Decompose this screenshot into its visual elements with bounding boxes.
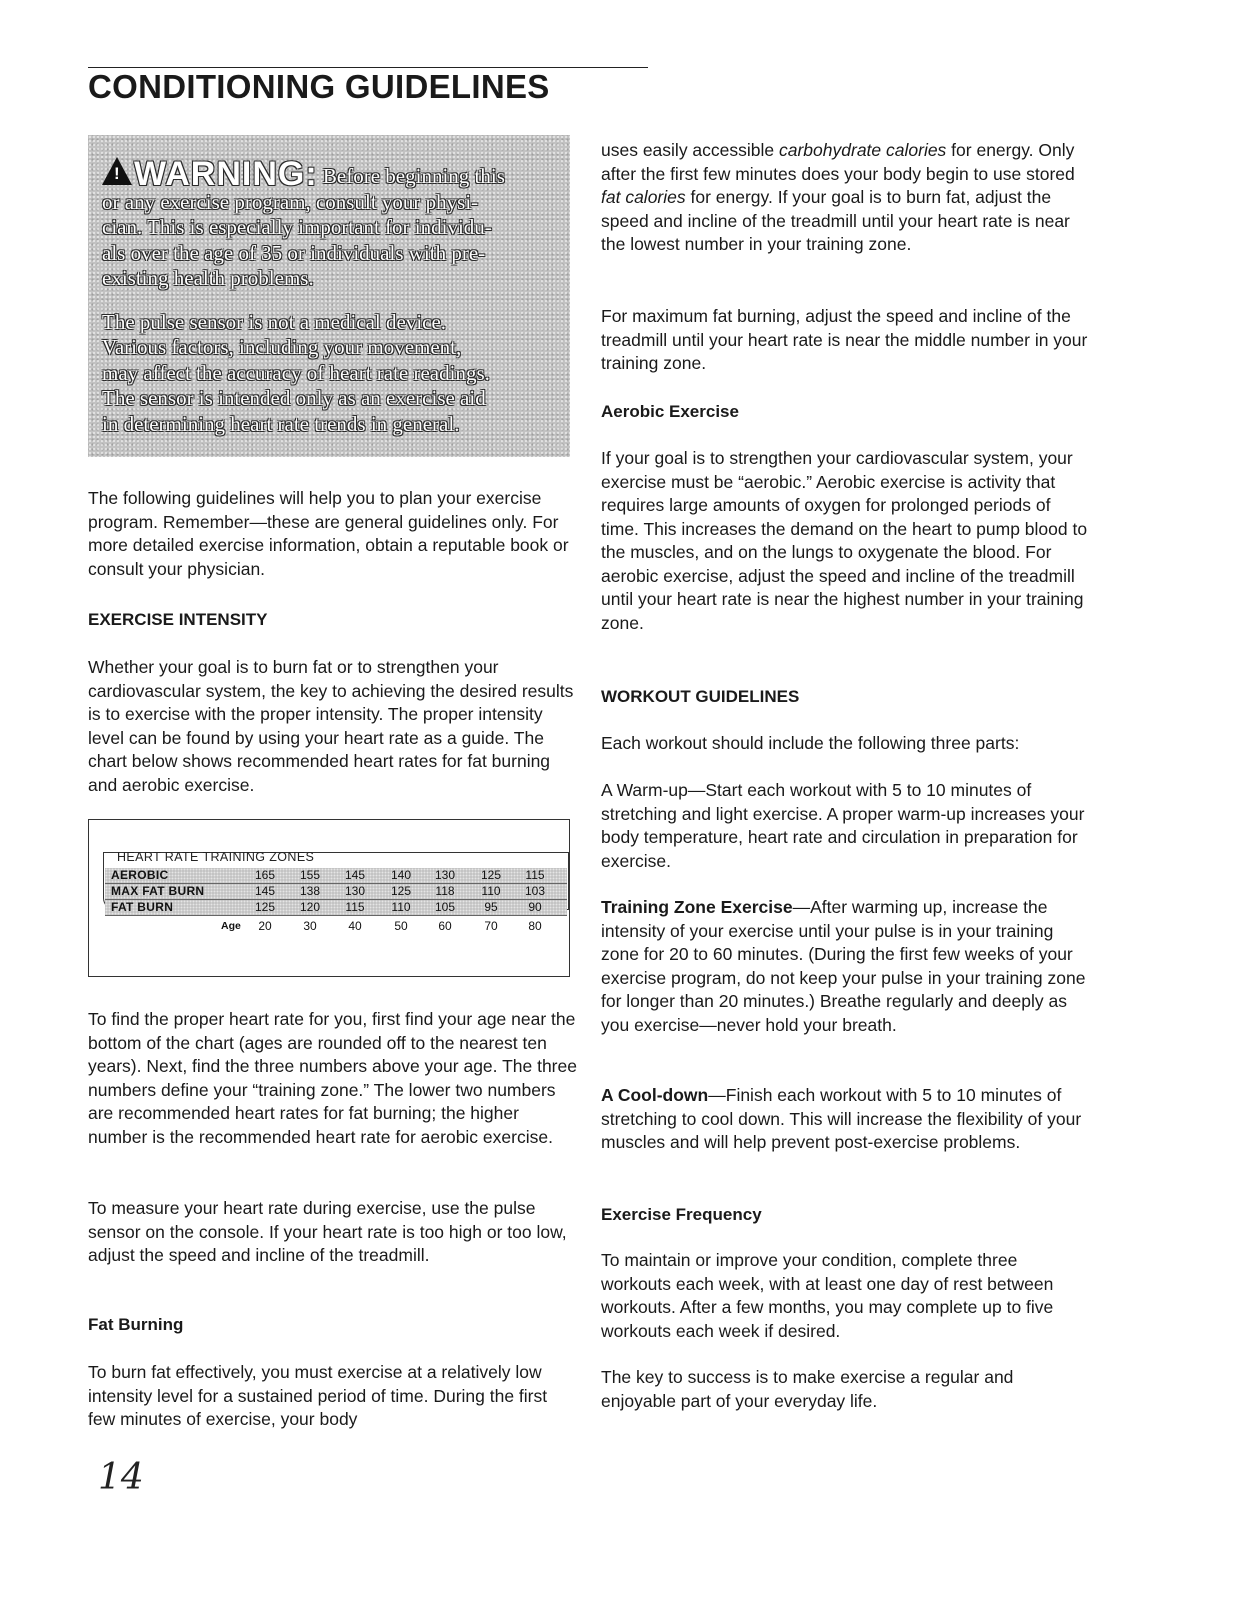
text-span: —After warming up, increase the intensity of your exercise until your pulse is in your training zone for 20 to 60 minutes. (During the first few weeks of your exercise program, do not keep your pulse in your training zone for longer than 20 minutes.) Breathe regularly and deeply as you exercise—never hold your breath. bbox=[601, 897, 1086, 1035]
cool-down-paragraph bbox=[601, 1084, 1091, 1155]
warning-line: may affect the accuracy of heart rate readings. bbox=[102, 360, 490, 385]
chart-age-row bbox=[105, 919, 567, 934]
warm-up-lead: A Warm-up bbox=[601, 780, 688, 800]
warning-line: The pulse sensor is not a medical device. bbox=[102, 309, 447, 334]
page-title: CONDITIONING GUIDELINES bbox=[88, 68, 550, 105]
warning-line: The sensor is intended only as an exercise aid bbox=[102, 386, 486, 410]
warning-line: in determining heart rate trends in general. bbox=[102, 411, 460, 436]
chart-cell: 125 bbox=[480, 868, 502, 882]
chart-age-tick: 20 bbox=[258, 919, 272, 933]
chart-row-label: AEROBIC bbox=[111, 868, 169, 882]
chart-cell: 105 bbox=[434, 900, 456, 914]
text-span: uses easily accessible bbox=[601, 140, 779, 160]
chart-cell: 145 bbox=[254, 884, 276, 898]
warning-line: als over the age of 35 or individuals with pre- bbox=[102, 240, 486, 265]
closing-paragraph: The key to success is to make exercise a regular and enjoyable part of your everyday life. bbox=[601, 1367, 1014, 1411]
chart-row-fat-burn bbox=[105, 900, 567, 916]
chart-age-tick: 60 bbox=[438, 919, 452, 933]
chart-age-tick: 70 bbox=[484, 919, 498, 933]
text-span: —Finish each workout with 5 to 10 minutes of stretching to cool down. This will increase the flexibility of your muscles and will help prevent post-exercise problems. bbox=[601, 1085, 1082, 1152]
chart-cell: 95 bbox=[484, 900, 498, 914]
warning-line: Before beginning this bbox=[317, 164, 505, 188]
warning-triangle-icon bbox=[102, 157, 132, 185]
chart-row-label: FAT BURN bbox=[111, 900, 174, 914]
chart-cell: 130 bbox=[434, 868, 456, 882]
heart-rate-chart bbox=[88, 819, 570, 977]
warning-first-line bbox=[102, 155, 556, 193]
warning-line: or any exercise program, consult your physi- bbox=[102, 189, 479, 214]
fat-calories-emphasis: fat calories bbox=[601, 187, 686, 207]
workout-guidelines-heading: WORKOUT GUIDELINES bbox=[601, 687, 800, 706]
find-rate-paragraph: To find the proper heart rate for you, first find your age near the bottom of the chart (ages are rounded off to the nearest ten years). Next, find the three numbers above your age. The three numbers define your “training zone.” The lower two numbers are recommended heart rates for fat burning; the higher number is the recommended heart rate for aerobic exercise. bbox=[88, 1009, 577, 1147]
measure-paragraph: To measure your heart rate during exercise, use the pulse sensor on the console. If your heart rate is too high or too low, adjust the speed and incline of the treadmill. bbox=[88, 1198, 567, 1265]
cool-down-lead: A Cool-down bbox=[601, 1085, 709, 1105]
warning-line: existing health problems. bbox=[102, 266, 314, 290]
carbohydrate-calories-emphasis: carbohydrate calories bbox=[779, 140, 947, 160]
chart-cell: 120 bbox=[299, 900, 321, 914]
warm-up-paragraph bbox=[601, 779, 1091, 873]
aerobic-exercise-heading: Aerobic Exercise bbox=[601, 402, 739, 421]
chart-age-tick: 40 bbox=[348, 919, 362, 933]
text-span: for energy. If your goal is to burn fat, adjust the speed and incline of the treadmill until your heart rate is near the lowest number in your training zone. bbox=[601, 187, 1070, 254]
chart-row-aerobic bbox=[105, 868, 567, 884]
chart-cell: 115 bbox=[345, 900, 365, 914]
chart-cell: 165 bbox=[254, 868, 276, 882]
chart-age-tick: 50 bbox=[394, 919, 408, 933]
warning-box bbox=[88, 135, 570, 457]
chart-cell: 110 bbox=[481, 884, 501, 898]
frequency-paragraph: To maintain or improve your condition, complete three workouts each week, with at least one day of rest between workouts. After a few months, you may complete up to five workouts each week if desired. bbox=[601, 1250, 1054, 1341]
chart-cell: 118 bbox=[435, 884, 455, 898]
warning-line: cian. This is especially important for individu- bbox=[102, 215, 492, 239]
chart-cell: 145 bbox=[344, 868, 366, 882]
warning-triangle-mark: ! bbox=[114, 164, 120, 183]
chart-cell: 110 bbox=[391, 900, 411, 914]
chart-cell: 103 bbox=[524, 884, 546, 898]
chart-cell: 125 bbox=[390, 884, 412, 898]
text-span: for energy. Only after the first few minutes does your body begin to use stored bbox=[601, 140, 1075, 184]
page-number: 14 bbox=[98, 1457, 144, 1498]
fat-burning-continued-paragraph bbox=[601, 139, 1091, 257]
chart-cell: 130 bbox=[344, 884, 366, 898]
chart-cell: 140 bbox=[390, 868, 412, 882]
training-zone-lead: Training Zone Exercise bbox=[601, 897, 793, 917]
fat-burning-heading: Fat Burning bbox=[88, 1315, 184, 1334]
exercise-intensity-heading: EXERCISE INTENSITY bbox=[88, 610, 268, 629]
intro-paragraph: The following guidelines will help you to plan your exercise program. Remember—these are general guidelines only. For more detailed exercise information, obtain a reputable book or consult your physician. bbox=[88, 488, 569, 579]
chart-title: HEART RATE TRAINING ZONES bbox=[117, 850, 315, 864]
fat-burning-paragraph: To burn fat effectively, you must exercise at a relatively low intensity level for a sustained period of time. During the first few minutes of exercise, your body bbox=[88, 1362, 548, 1429]
chart-age-label: Age bbox=[221, 920, 241, 932]
workout-intro-paragraph: Each workout should include the following three parts: bbox=[601, 733, 1020, 753]
chart-cell: 155 bbox=[299, 868, 321, 882]
chart-age-tick: 30 bbox=[303, 919, 317, 933]
aerobic-paragraph: If your goal is to strengthen your cardiovascular system, your exercise must be “aerobic.” Aerobic exercise is activity that requires large amounts of oxygen for prolonged periods of time. This increases the demand on the heart to pump blood to the muscles, and on the lungs to oxygenate the blood. For aerobic exercise, adjust the speed and incline of the treadmill until your heart rate is near the highest number in your training zone. bbox=[601, 448, 1088, 633]
max-fat-burning-paragraph: For maximum fat burning, adjust the speed and incline of the treadmill until your heart rate is near the middle number in your training zone. bbox=[601, 306, 1088, 373]
warning-gap bbox=[102, 292, 556, 310]
chart-cell: 125 bbox=[254, 900, 276, 914]
training-zone-paragraph bbox=[601, 896, 1091, 1037]
exercise-frequency-heading: Exercise Frequency bbox=[601, 1205, 762, 1224]
text-span: —Start each workout with 5 to 10 minutes of stretching and light exercise. A proper warm-up increases your body temperature, heart rate and circulation in preparation for exercise. bbox=[601, 780, 1085, 871]
chart-age-tick: 80 bbox=[528, 919, 542, 933]
chart-cell: 90 bbox=[528, 900, 542, 914]
intensity-paragraph: Whether your goal is to burn fat or to strengthen your cardiovascular system, the key to achieving the desired results is to exercise with the proper intensity. The proper intensity level can be found by using your heart rate as a guide. The chart below shows recommended heart rates for fat burning and aerobic exercise. bbox=[88, 657, 574, 795]
warning-line: Various factors, including your movement, bbox=[102, 335, 462, 359]
chart-cell: 138 bbox=[299, 884, 321, 898]
chart-row-label: MAX FAT BURN bbox=[111, 884, 205, 898]
chart-cell: 115 bbox=[525, 868, 545, 882]
chart-row-max-fat-burn bbox=[105, 884, 567, 900]
warning-word: WARNING: bbox=[134, 155, 318, 193]
